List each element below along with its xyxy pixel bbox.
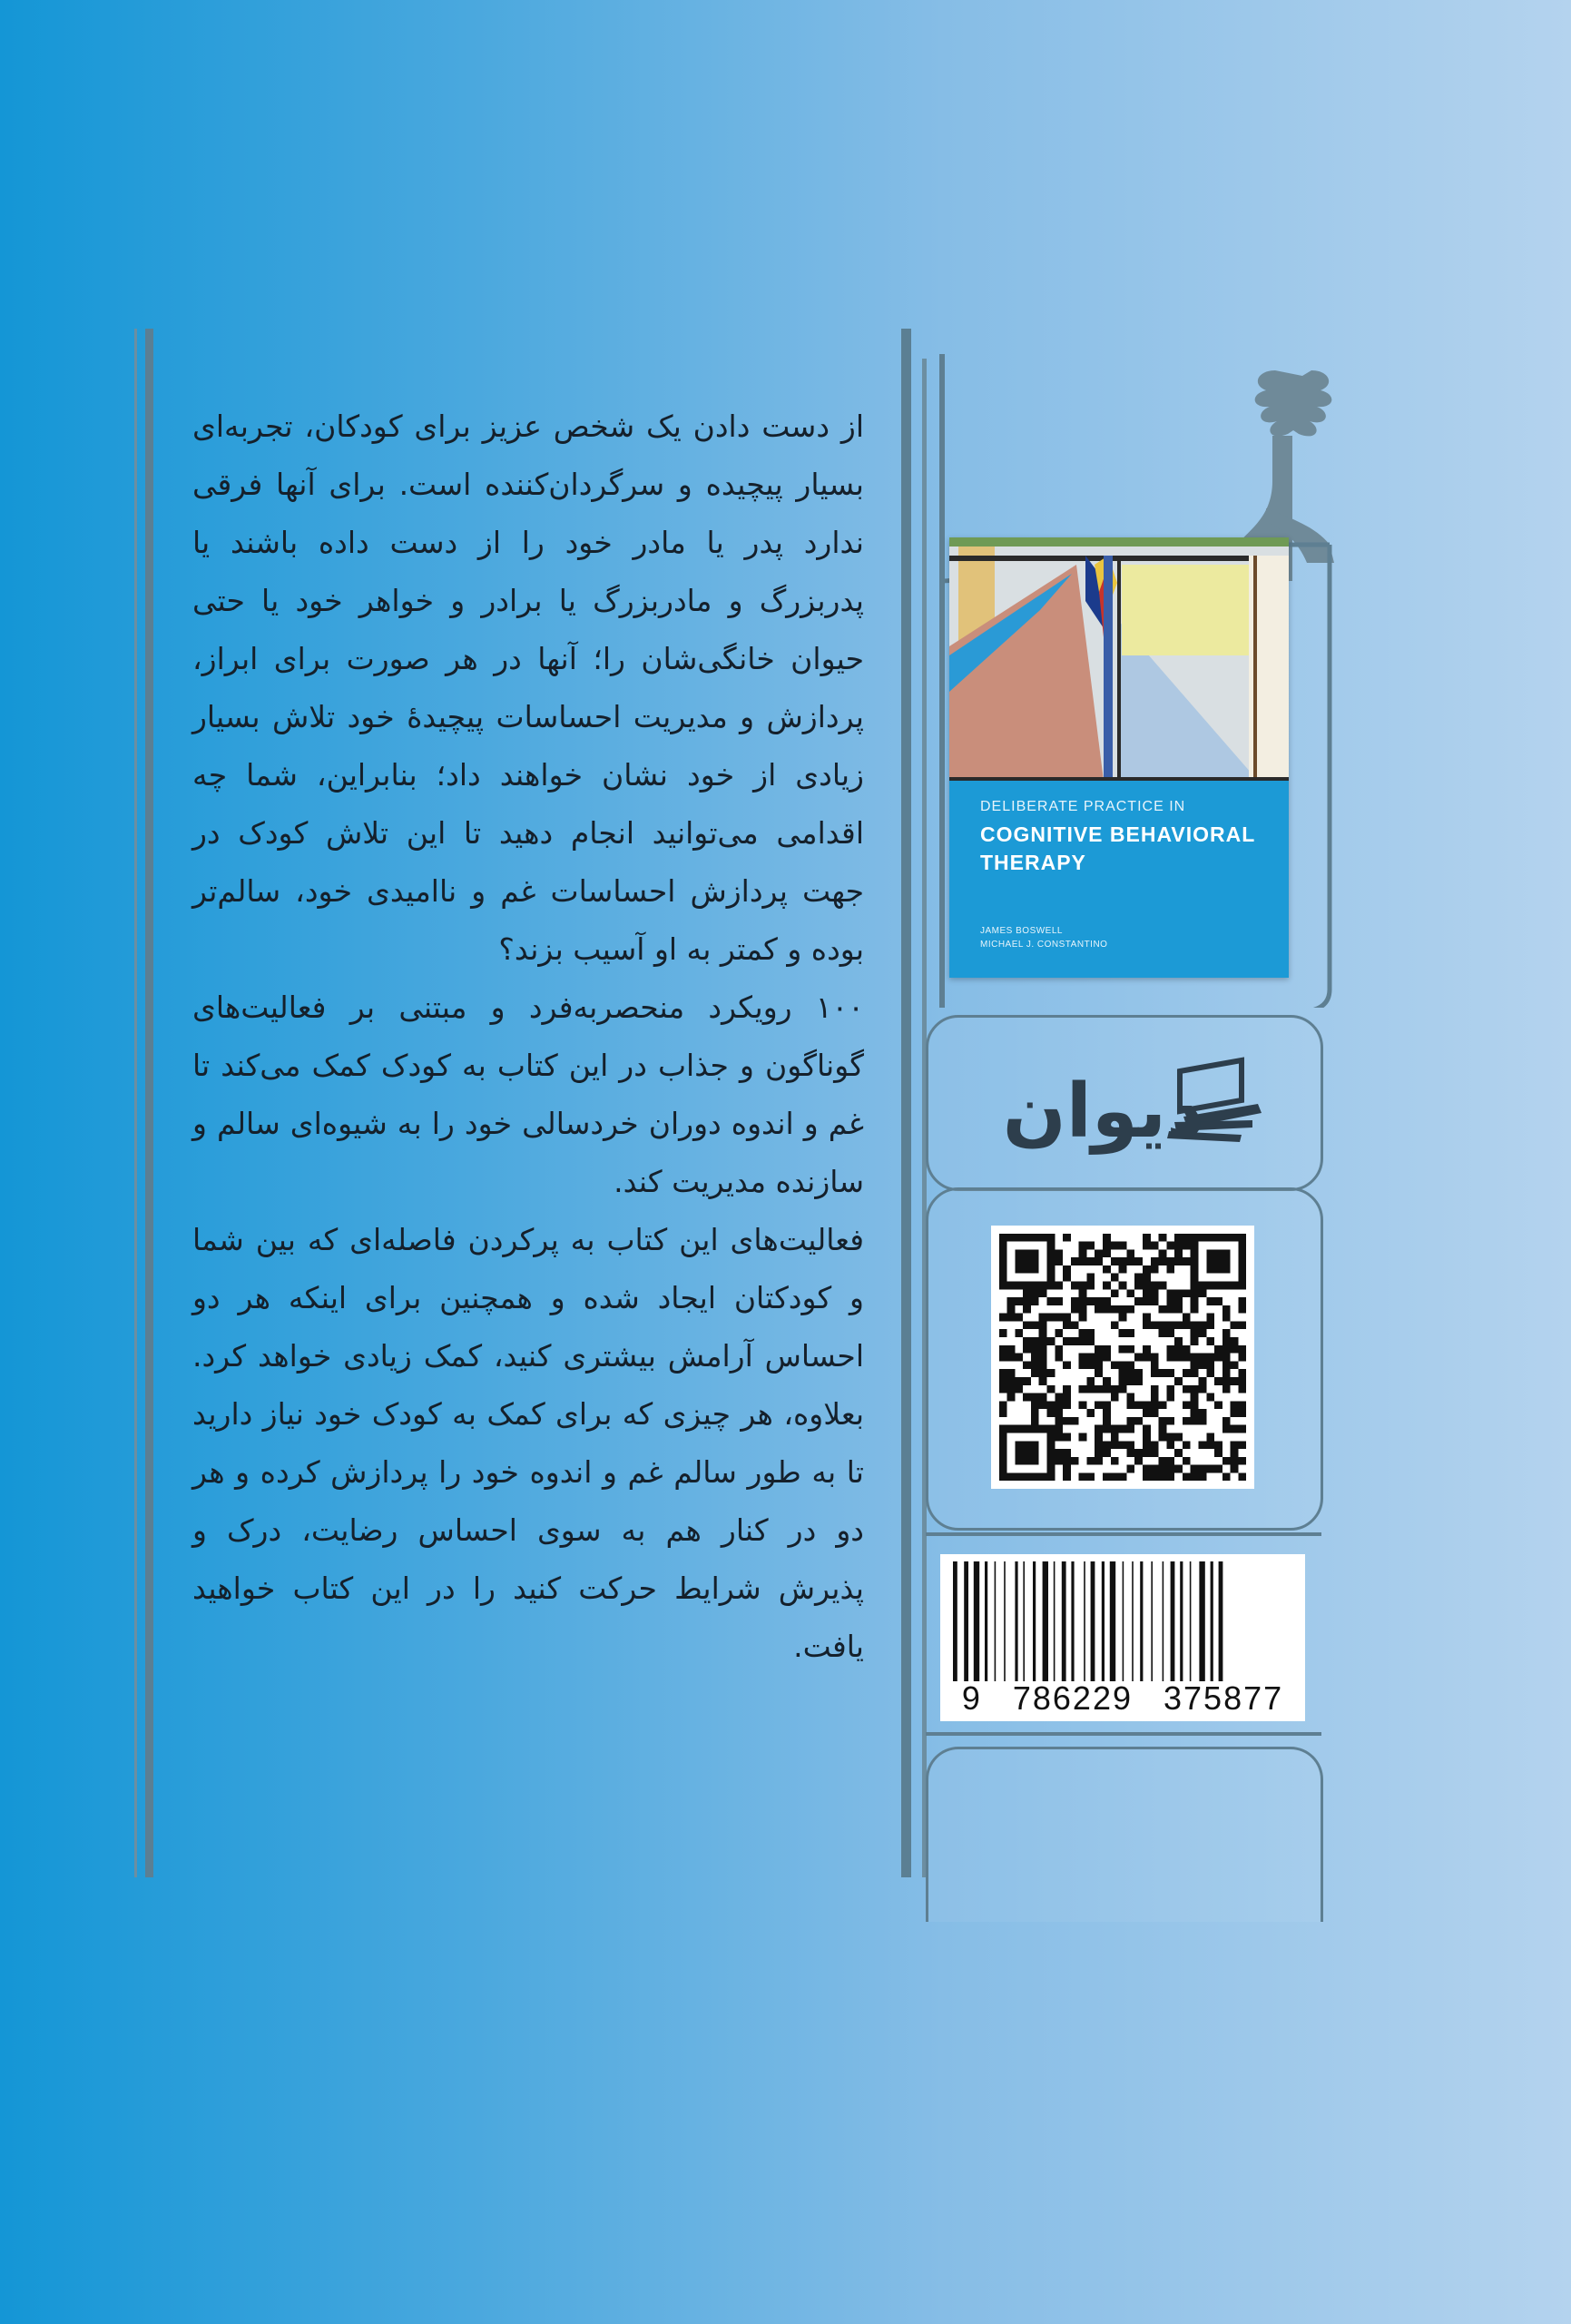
- bottom-empty-panel: [926, 1747, 1323, 1922]
- cover-author: MICHAEL J. CONSTANTINO: [980, 940, 1108, 950]
- qr-code: [991, 1226, 1254, 1489]
- left-border-thin: [134, 329, 137, 1877]
- isbn-number: 9 786229 375877: [961, 1679, 1284, 1717]
- blurb-paragraph-1: از دست دادن یک شخص عزیز برای کودکان، تجربه‌ای بسیار پیچیده و سرگردان‌کننده است. برای آنها فرقی ندارد پدر یا مادر خود را از دست داده باشند یا پدربزرگ و مادربزرگ یا برادر و خواهر خود یا حتی حیوان خانگی‌شان را؛ آنها در هر صورت برای ابراز، پردازش و مدیریت احساسات پیچیدهٔ خود تلاش بسیار زیادی از خود نشان خواهند داد؛ بنابراین، شما چه اقدامی می‌توانید انجام دهید تا این تلاش کودک در جهت پردازش احساسات غم و ناامیدی خود، سالم‌تر بوده و کمتر به او آسیب بزند؟: [192, 409, 864, 967]
- blurb-paragraph-3: فعالیت‌های این کتاب به پرکردن فاصله‌ای که بین شما و کودکتان ایجاد شده و همچنین برای اینکه هر دو احساس آرامش بیشتری کنید، کمک زیادی خواهد کرد. بعلاوه، هر چیزی که برای کمک به کودک خود نیاز دارید تا به طور سالم غم و اندوه خود را پردازش کرده و هر دو در کنار هم به سوی احساس رضایت، درک و پذیرش شرایط حرکت کنید را در این کتاب خواهید یافت.: [192, 1222, 864, 1664]
- blurb-paragraph-2: ۱۰۰ رویکرد منحصربه‌فرد و مبتنی بر فعالیت‌های گوناگون و جذاب در این کتاب به کودک کمک می‌کند تا غم و اندوه دوران خردسالی خود را به شیوه‌ای سالم و سازنده مدیریت کند.: [192, 990, 864, 1199]
- cover-author: JAMES BOSWELL: [980, 926, 1063, 936]
- left-border-thick: [145, 329, 153, 1877]
- publisher-logo: [969, 1044, 1269, 1162]
- isbn-barcode: [940, 1554, 1305, 1721]
- cover-abstract-painting: [949, 537, 1289, 781]
- back-cover-blurb: [192, 398, 864, 1676]
- barcode-panel-bottom-rule: [926, 1732, 1321, 1736]
- publisher-logo-text: دیوان: [1002, 1068, 1205, 1155]
- barcode-panel-top-rule: [926, 1532, 1321, 1536]
- barcode-bars: [948, 1561, 1298, 1681]
- book-cover-thumbnail: [949, 537, 1289, 978]
- cover-subtitle: DELIBERATE PRACTICE IN: [980, 799, 1186, 814]
- center-divider-thick: [901, 329, 911, 1877]
- cover-title: COGNITIVE BEHAVIORAL THERAPY: [980, 822, 1255, 874]
